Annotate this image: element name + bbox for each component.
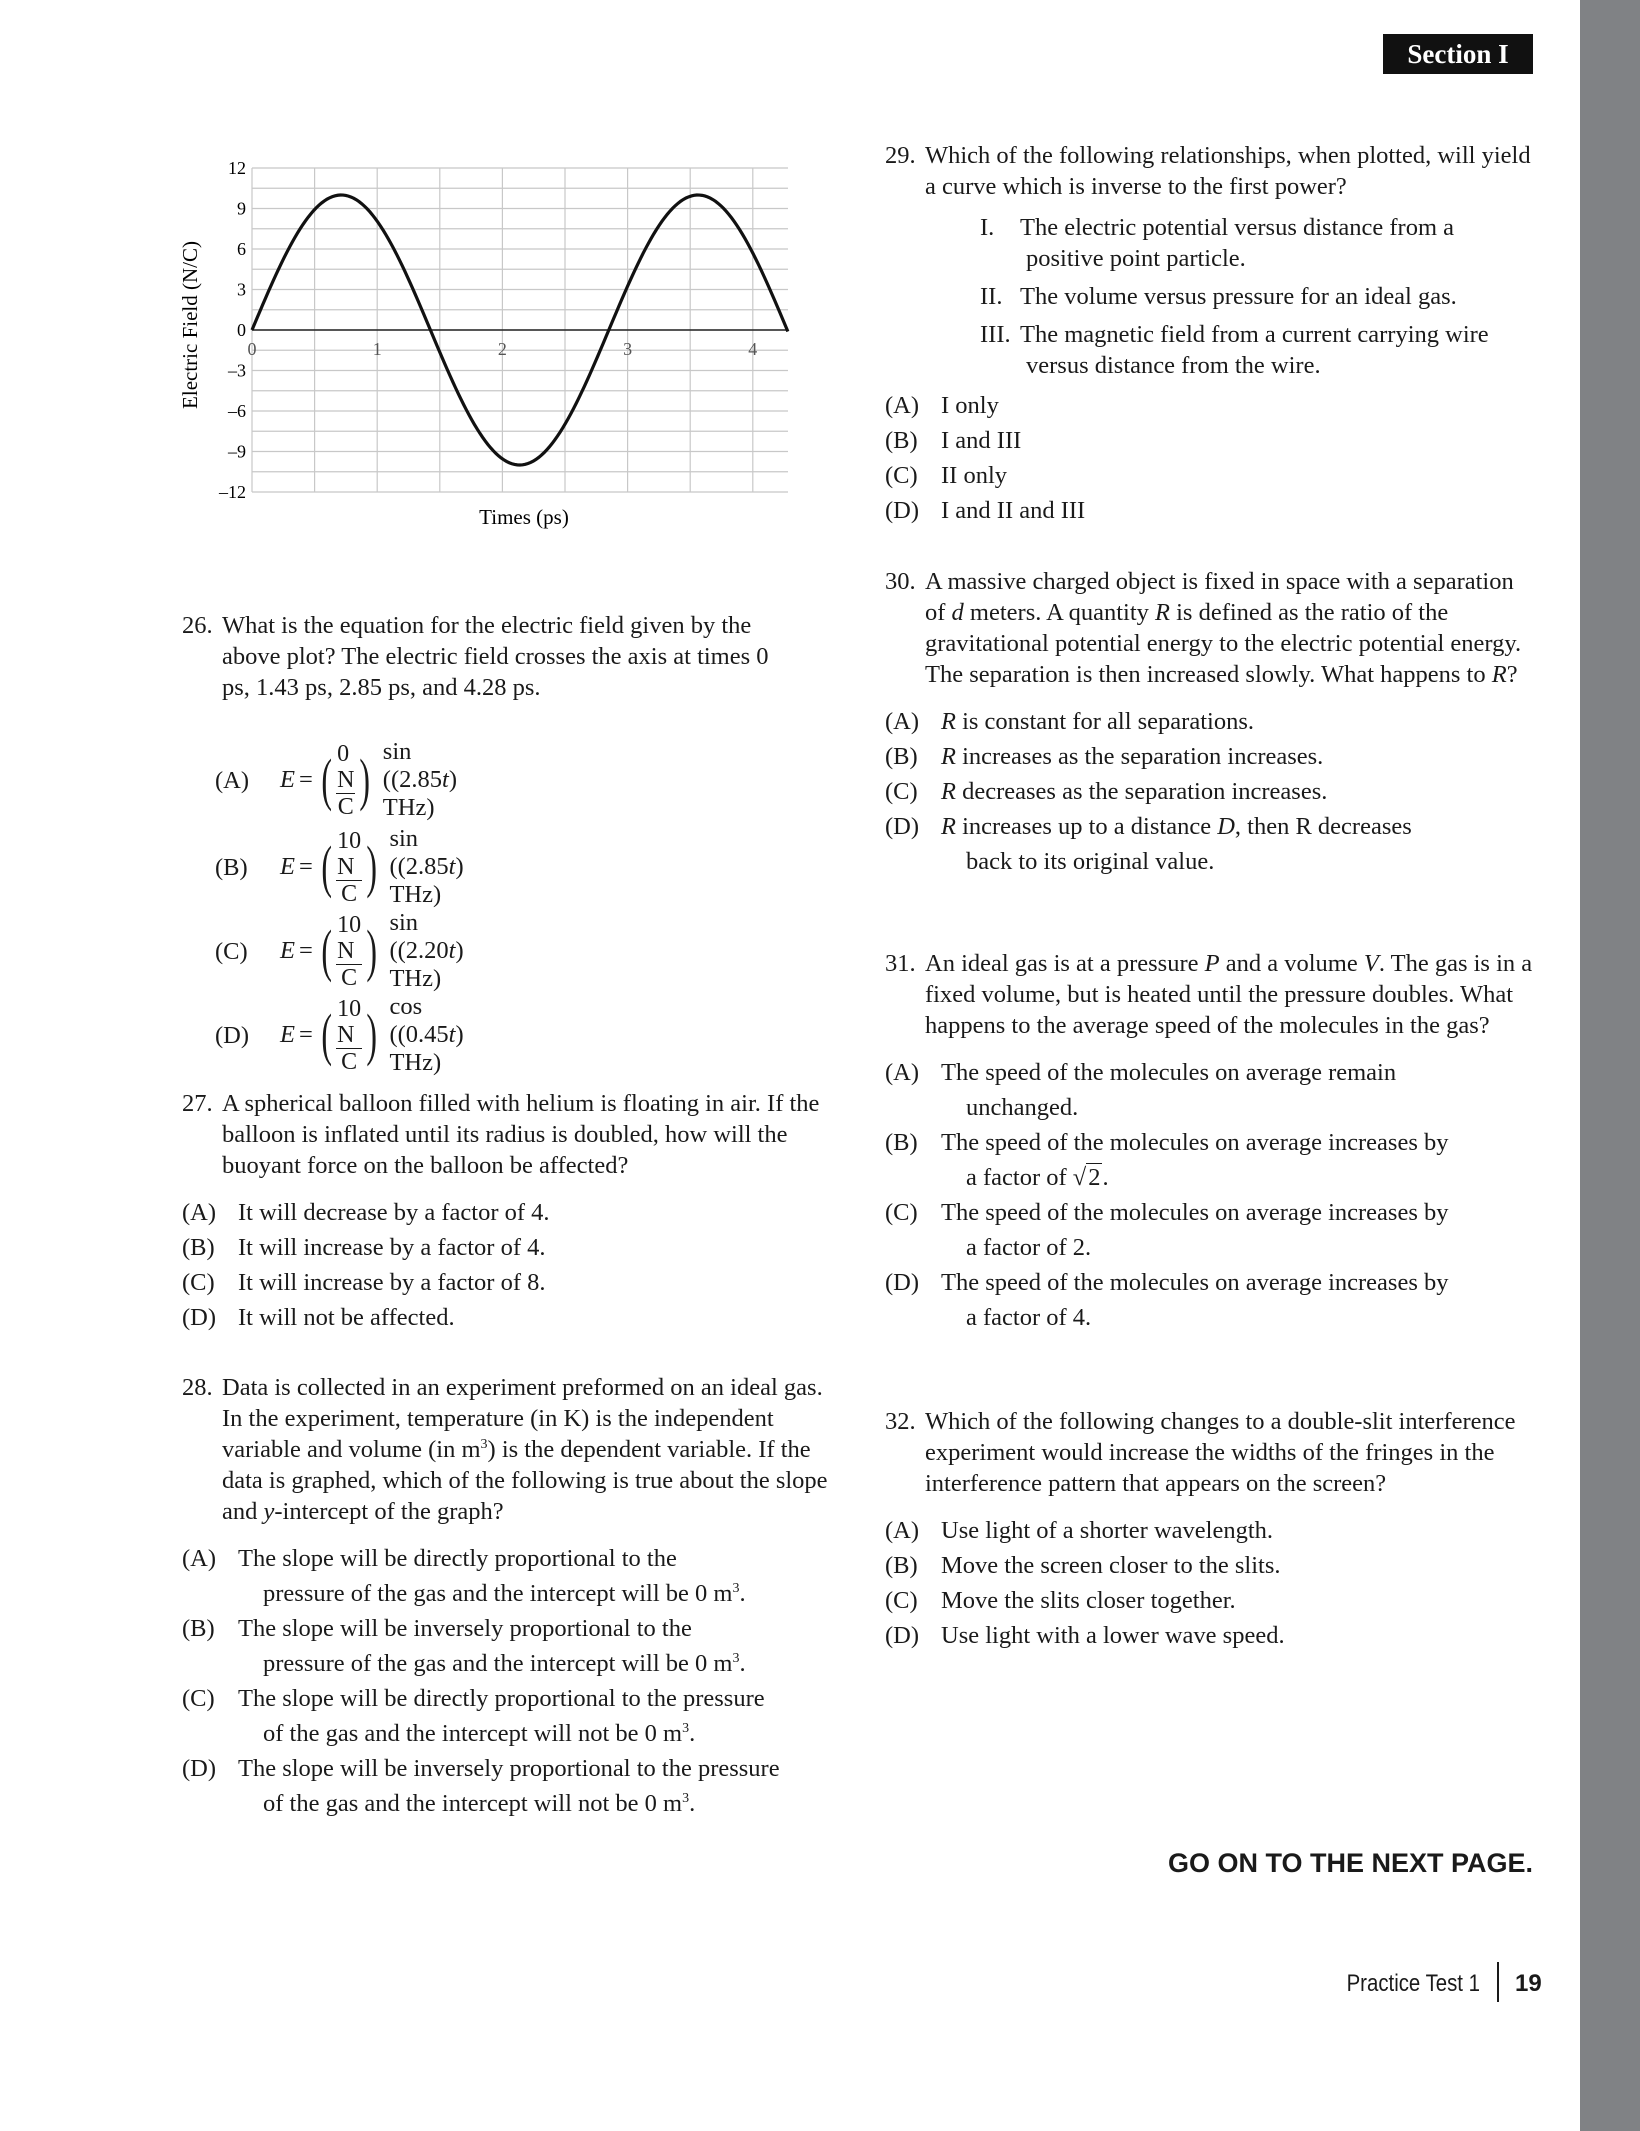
fraction-group xyxy=(317,828,382,907)
fraction xyxy=(336,828,362,907)
y-tick-label: 9 xyxy=(237,198,246,219)
statement-label: II. xyxy=(980,283,1003,310)
answer-option-a[interactable] xyxy=(885,1513,1535,1548)
x-tick-label: 1 xyxy=(372,339,382,359)
italic-variable: R xyxy=(941,708,956,735)
option-text-line2 xyxy=(238,1716,832,1751)
answer-options xyxy=(885,388,1535,528)
option-label: (C) xyxy=(215,938,248,965)
italic-variable: R xyxy=(941,813,956,840)
option-text-line1: The slope will be inversely proportional to the pressure xyxy=(238,1755,780,1782)
statement-line1: The electric potential versus distance from a xyxy=(1020,214,1455,241)
option-label: (B) xyxy=(885,427,918,454)
right-paren: ) xyxy=(366,918,378,983)
option-label: (C) xyxy=(885,462,918,489)
fraction-denominator: C xyxy=(341,880,358,907)
answer-option-d[interactable] xyxy=(182,1300,832,1335)
statement-i xyxy=(980,212,1535,274)
answer-options xyxy=(182,1195,832,1335)
option-label: (A) xyxy=(215,767,250,794)
fraction xyxy=(336,741,355,820)
superscript: 3 xyxy=(480,1436,488,1452)
question-32-stem xyxy=(885,1406,1535,1499)
roman-statements xyxy=(980,212,1535,381)
x-tick-labels xyxy=(248,339,758,359)
option-label: (A) xyxy=(885,392,920,419)
question-number: 29. xyxy=(885,142,916,169)
question-29-stem xyxy=(885,140,1535,202)
answer-option-b[interactable] xyxy=(885,739,1535,774)
option-end: . xyxy=(689,1720,696,1747)
option-text-line2 xyxy=(238,1786,832,1821)
x-tick-label: 2 xyxy=(497,339,507,359)
italic-variable: t xyxy=(448,937,456,964)
equals-sign: = xyxy=(298,766,313,793)
italic-variable: d xyxy=(951,599,964,626)
option-text: Use light of a shorter wavelength. xyxy=(941,1517,1274,1544)
option-text-line2: a factor of 4. xyxy=(966,1304,1092,1331)
question-30-text-4: ? xyxy=(1506,661,1518,688)
equals-sign: = xyxy=(298,1021,313,1048)
question-30 xyxy=(885,566,1535,879)
superscript: 3 xyxy=(682,1720,690,1736)
go-on-notice: GO ON TO THE NEXT PAGE. xyxy=(1167,1848,1533,1878)
question-31-stem xyxy=(885,948,1535,1041)
fraction-group xyxy=(317,996,382,1075)
function-text: sin ((2.20 THz) xyxy=(389,909,449,992)
option-label: (C) xyxy=(885,1199,918,1226)
answer-option-b[interactable] xyxy=(182,1230,832,1265)
fraction-numerator: 0 N xyxy=(337,740,355,793)
option-text: It will not be affected. xyxy=(238,1304,455,1331)
close-paren: ) xyxy=(455,937,464,964)
fraction-numerator: 10 N xyxy=(337,911,362,964)
answer-option-a[interactable] xyxy=(182,1195,832,1230)
italic-variable: V xyxy=(1363,950,1379,977)
italic-variable: P xyxy=(1204,950,1220,977)
function-text: sin ((2.85 THz) xyxy=(389,825,449,908)
option-text: I and II and III xyxy=(941,497,1086,524)
answer-option-c[interactable] xyxy=(885,774,1535,809)
answer-option-c[interactable] xyxy=(885,1583,1535,1618)
answer-option-a[interactable] xyxy=(885,388,1535,423)
option-label: (D) xyxy=(182,1304,217,1331)
function-text: sin ((2.85 THz) xyxy=(382,738,442,821)
equation-variable: E xyxy=(280,766,295,793)
answer-options xyxy=(182,1541,832,1821)
equation xyxy=(280,825,464,908)
option-text: It will decrease by a factor of 4. xyxy=(238,1199,550,1226)
question-26-stem xyxy=(182,610,802,703)
option-text-line2-body: of the gas and the intercept will not be 0 m xyxy=(263,1720,683,1747)
option-label: (C) xyxy=(885,1587,918,1614)
radicand: 2 xyxy=(1088,1164,1101,1191)
option-text-line1: The speed of the molecules on average remain xyxy=(941,1059,1397,1086)
fraction-group xyxy=(317,741,375,820)
question-28-text-a: Data is collected in an experiment preformed on an ideal gas. In the experiment, temperature (in K) is the independent variable and volume (in m xyxy=(222,1374,823,1463)
answer-option-d[interactable] xyxy=(885,809,1535,879)
option-text-line2: back to its original value. xyxy=(966,848,1215,875)
option-label: (D) xyxy=(215,1022,250,1049)
option-text-line1: The speed of the molecules on average increases by xyxy=(941,1129,1449,1156)
x-axis-label: Times (ps) xyxy=(479,505,569,529)
equals-sign: = xyxy=(298,937,313,964)
italic-variable: t xyxy=(442,766,449,793)
y-axis-label: Electric Field (N/C) xyxy=(178,241,202,409)
option-label: (A) xyxy=(182,1545,217,1572)
option-end: . xyxy=(739,1650,746,1677)
answer-option-b[interactable] xyxy=(885,423,1535,458)
option-text: It will increase by a factor of 8. xyxy=(238,1269,546,1296)
option-text-line1: The slope will be directly proportional to the pressure xyxy=(238,1685,765,1712)
question-31-text-3: . The gas is in a fixed volume, but is heated until the pressure doubles. What happens to the average speed of the molecules in the gas? xyxy=(925,950,1533,1039)
question-26-text: What is the equation for the electric field given by the above plot? The electric field crosses the axis at times 0 ps, 1.43 ps, 2.85 ps, and 4.28 ps. xyxy=(222,612,769,701)
option-label: (C) xyxy=(182,1269,215,1296)
option-text-line2: a factor of 2. xyxy=(966,1234,1092,1261)
fraction-numerator: 10 N xyxy=(337,995,362,1048)
question-30-text-1: A massive charged object is fixed in space with a separation of xyxy=(925,568,1514,626)
answer-option-d[interactable] xyxy=(885,1265,1535,1335)
italic-variable: R xyxy=(941,778,956,805)
option-text: Use light with a lower wave speed. xyxy=(941,1622,1285,1649)
option-label: (C) xyxy=(885,778,918,805)
question-26 xyxy=(182,610,802,703)
fraction-numerator: 10 N xyxy=(337,827,362,880)
option-text: increases as the separation increases. xyxy=(955,743,1324,770)
question-28-text-c: -intercept of the graph? xyxy=(274,1498,504,1525)
answer-options xyxy=(885,1055,1535,1335)
option-label: (B) xyxy=(182,1234,215,1261)
italic-variable: R xyxy=(1155,599,1170,626)
equation-variable: E xyxy=(280,853,295,880)
option-text-line1: The speed of the molecules on average increases by xyxy=(941,1199,1449,1226)
question-28-stem xyxy=(182,1372,832,1527)
close-paren: ) xyxy=(455,1021,464,1048)
question-30-text-2: meters. A quantity xyxy=(963,599,1156,626)
option-text-line2 xyxy=(941,1160,1535,1195)
italic-variable: D xyxy=(1217,813,1235,840)
option-label: (B) xyxy=(885,743,918,770)
close-paren: ) xyxy=(448,766,457,793)
electric-field-chart xyxy=(170,150,810,540)
option-label: (D) xyxy=(885,813,920,840)
answer-option-a[interactable] xyxy=(885,1055,1535,1125)
question-31 xyxy=(885,948,1535,1335)
answer-option-d[interactable] xyxy=(885,493,1535,528)
option-label: (D) xyxy=(885,497,920,524)
x-tick-label: 0 xyxy=(247,339,257,359)
equation xyxy=(280,909,464,992)
option-text-line2-body: a factor of xyxy=(966,1164,1073,1191)
statement-line2: positive point particle. xyxy=(1026,245,1246,272)
option-text-b: , then R decreases xyxy=(1234,813,1412,840)
option-text-line2 xyxy=(238,1646,832,1681)
equation xyxy=(280,738,457,821)
option-text: Move the screen closer to the slits. xyxy=(941,1552,1281,1579)
y-tick-label: 0 xyxy=(237,320,246,340)
equation-variable: E xyxy=(280,1021,295,1048)
superscript: 3 xyxy=(732,1580,740,1596)
option-label: (A) xyxy=(885,1059,920,1086)
option-label: (D) xyxy=(885,1622,920,1649)
statement-label: III. xyxy=(980,321,1011,348)
statement-line1: The magnetic field from a current carrying wire xyxy=(1020,321,1489,348)
option-text-line2 xyxy=(238,1576,832,1611)
question-31-text-1: An ideal gas is at a pressure xyxy=(925,950,1205,977)
option-label: (D) xyxy=(182,1755,217,1782)
answer-option-d[interactable] xyxy=(885,1618,1535,1653)
square-root: √2 xyxy=(1072,1164,1101,1191)
y-tick-label: –9 xyxy=(228,441,246,462)
option-label: (C) xyxy=(182,1685,215,1712)
statement-line2: versus distance from the wire. xyxy=(1026,352,1321,379)
question-32 xyxy=(885,1406,1535,1653)
fraction-denominator: C xyxy=(341,1048,358,1075)
superscript: 3 xyxy=(732,1650,740,1666)
answer-option-b[interactable] xyxy=(885,1548,1535,1583)
question-27-stem xyxy=(182,1088,832,1181)
statement-iii xyxy=(980,319,1535,381)
option-text: increases up to a distance xyxy=(955,813,1218,840)
footer-test-label: Practice Test 1 xyxy=(1346,1970,1480,1997)
left-paren: ( xyxy=(321,834,332,899)
question-number: 26. xyxy=(182,612,213,639)
option-end: . xyxy=(1102,1164,1109,1191)
question-29 xyxy=(885,140,1535,528)
question-28-text-b: ) is the dependent variable. If the data is graphed, which of the following is true about the slope and xyxy=(222,1436,828,1525)
answer-option-b[interactable] xyxy=(182,1611,832,1681)
option-label: (D) xyxy=(885,1269,920,1296)
answer-option-c[interactable] xyxy=(182,1265,832,1300)
answer-options xyxy=(885,1513,1535,1653)
question-30-stem xyxy=(885,566,1535,690)
option-text: is constant for all separations. xyxy=(955,708,1254,735)
answer-options xyxy=(885,704,1535,879)
option-text-line1: The speed of the molecules on average increases by xyxy=(941,1269,1449,1296)
right-paren: ) xyxy=(366,1002,378,1067)
option-text: II only xyxy=(941,462,1007,489)
option-label: (B) xyxy=(215,854,248,881)
close-paren: ) xyxy=(455,853,464,880)
option-label: (B) xyxy=(885,1552,918,1579)
x-tick-label: 4 xyxy=(748,339,758,359)
answer-option-c[interactable] xyxy=(885,1195,1535,1265)
option-text: Move the slits closer together. xyxy=(941,1587,1236,1614)
answer-option-c[interactable] xyxy=(885,458,1535,493)
statement-line1: The volume versus pressure for an ideal gas. xyxy=(1020,283,1457,310)
question-32-text: Which of the following changes to a double-slit interference experiment would increase the widths of the fringes in the interference pattern that appears on the screen? xyxy=(925,1408,1516,1497)
question-number: 30. xyxy=(885,568,916,595)
fraction-denominator: C xyxy=(341,964,358,991)
option-text: I only xyxy=(941,392,999,419)
question-28 xyxy=(182,1372,832,1821)
option-end: . xyxy=(689,1790,696,1817)
question-number: 31. xyxy=(885,950,916,977)
x-tick-label: 3 xyxy=(623,339,633,359)
option-label: (A) xyxy=(885,1517,920,1544)
fraction xyxy=(336,912,362,991)
section-tab xyxy=(1383,34,1533,74)
answer-option-a[interactable] xyxy=(182,1541,832,1611)
function-text: cos ((0.45 THz) xyxy=(389,993,449,1076)
option-text-line2-body: of the gas and the intercept will not be 0 m xyxy=(263,1790,683,1817)
italic-variable: y xyxy=(263,1498,275,1525)
left-paren: ( xyxy=(321,1002,332,1067)
right-paren: ) xyxy=(359,747,371,812)
statement-ii xyxy=(980,281,1535,312)
option-end: . xyxy=(739,1580,746,1607)
option-text-line2-body: pressure of the gas and the intercept will be 0 m xyxy=(263,1650,733,1677)
answer-option-c[interactable] xyxy=(182,1681,832,1751)
italic-variable: R xyxy=(941,743,956,770)
fraction-group xyxy=(317,912,382,991)
option-label: (A) xyxy=(182,1199,217,1226)
italic-variable: R xyxy=(1491,661,1507,688)
option-text-line1: The slope will be directly proportional to the xyxy=(238,1545,677,1572)
y-tick-label: 6 xyxy=(237,239,246,259)
option-text-line2-body: pressure of the gas and the intercept will be 0 m xyxy=(263,1580,733,1607)
y-tick-label: –3 xyxy=(228,360,246,381)
italic-variable: t xyxy=(448,1021,456,1048)
option-text-line1: The slope will be inversely proportional to the xyxy=(238,1615,692,1642)
question-27-text: A spherical balloon filled with helium is floating in air. If the balloon is inflated until its radius is doubled, how will the buoyant force on the balloon be affected? xyxy=(222,1090,820,1179)
option-label: (A) xyxy=(885,708,920,735)
y-tick-label: –12 xyxy=(219,482,246,502)
option-text: I and III xyxy=(941,427,1022,454)
answer-option-d[interactable] xyxy=(182,1751,832,1821)
equals-sign: = xyxy=(298,853,313,880)
right-paren: ) xyxy=(366,834,378,899)
y-tick-label: –6 xyxy=(228,401,246,421)
option-text: It will increase by a factor of 4. xyxy=(238,1234,546,1261)
question-31-text-2: and a volume xyxy=(1219,950,1364,977)
section-tab-label: Section I xyxy=(1407,38,1509,69)
fraction-denominator: C xyxy=(337,793,354,820)
footer-divider xyxy=(1497,1962,1499,2002)
left-paren: ( xyxy=(321,918,332,983)
page-number: 19 xyxy=(1515,1970,1542,1997)
equation xyxy=(280,993,464,1076)
left-paren: ( xyxy=(321,747,332,812)
question-27 xyxy=(182,1088,832,1335)
question-30-text-3: is defined as the ratio of the gravitational potential energy to the electric potential energy. The separation is then increased slowly. What happens to xyxy=(925,599,1522,688)
statement-label: I. xyxy=(980,214,995,241)
option-label: (B) xyxy=(182,1615,215,1642)
question-number: 32. xyxy=(885,1408,916,1435)
answer-option-a[interactable] xyxy=(885,704,1535,739)
equation-variable: E xyxy=(280,937,295,964)
italic-variable: t xyxy=(448,853,456,880)
chart-grid xyxy=(252,168,788,492)
y-tick-label: 12 xyxy=(228,158,246,178)
question-29-text: Which of the following relationships, when plotted, will yield a curve which is inverse to the first power? xyxy=(925,142,1531,200)
fraction xyxy=(336,996,362,1075)
answer-option-b[interactable] xyxy=(885,1125,1535,1195)
question-number: 28. xyxy=(182,1374,213,1401)
y-tick-labels xyxy=(218,158,246,502)
option-text: decreases as the separation increases. xyxy=(955,778,1328,805)
side-margin-bar xyxy=(1580,0,1640,2131)
question-number: 27. xyxy=(182,1090,213,1117)
y-tick-label: 3 xyxy=(237,279,246,300)
superscript: 3 xyxy=(682,1790,690,1806)
option-label: (B) xyxy=(885,1129,918,1156)
option-text-line2: unchanged. xyxy=(966,1094,1079,1121)
